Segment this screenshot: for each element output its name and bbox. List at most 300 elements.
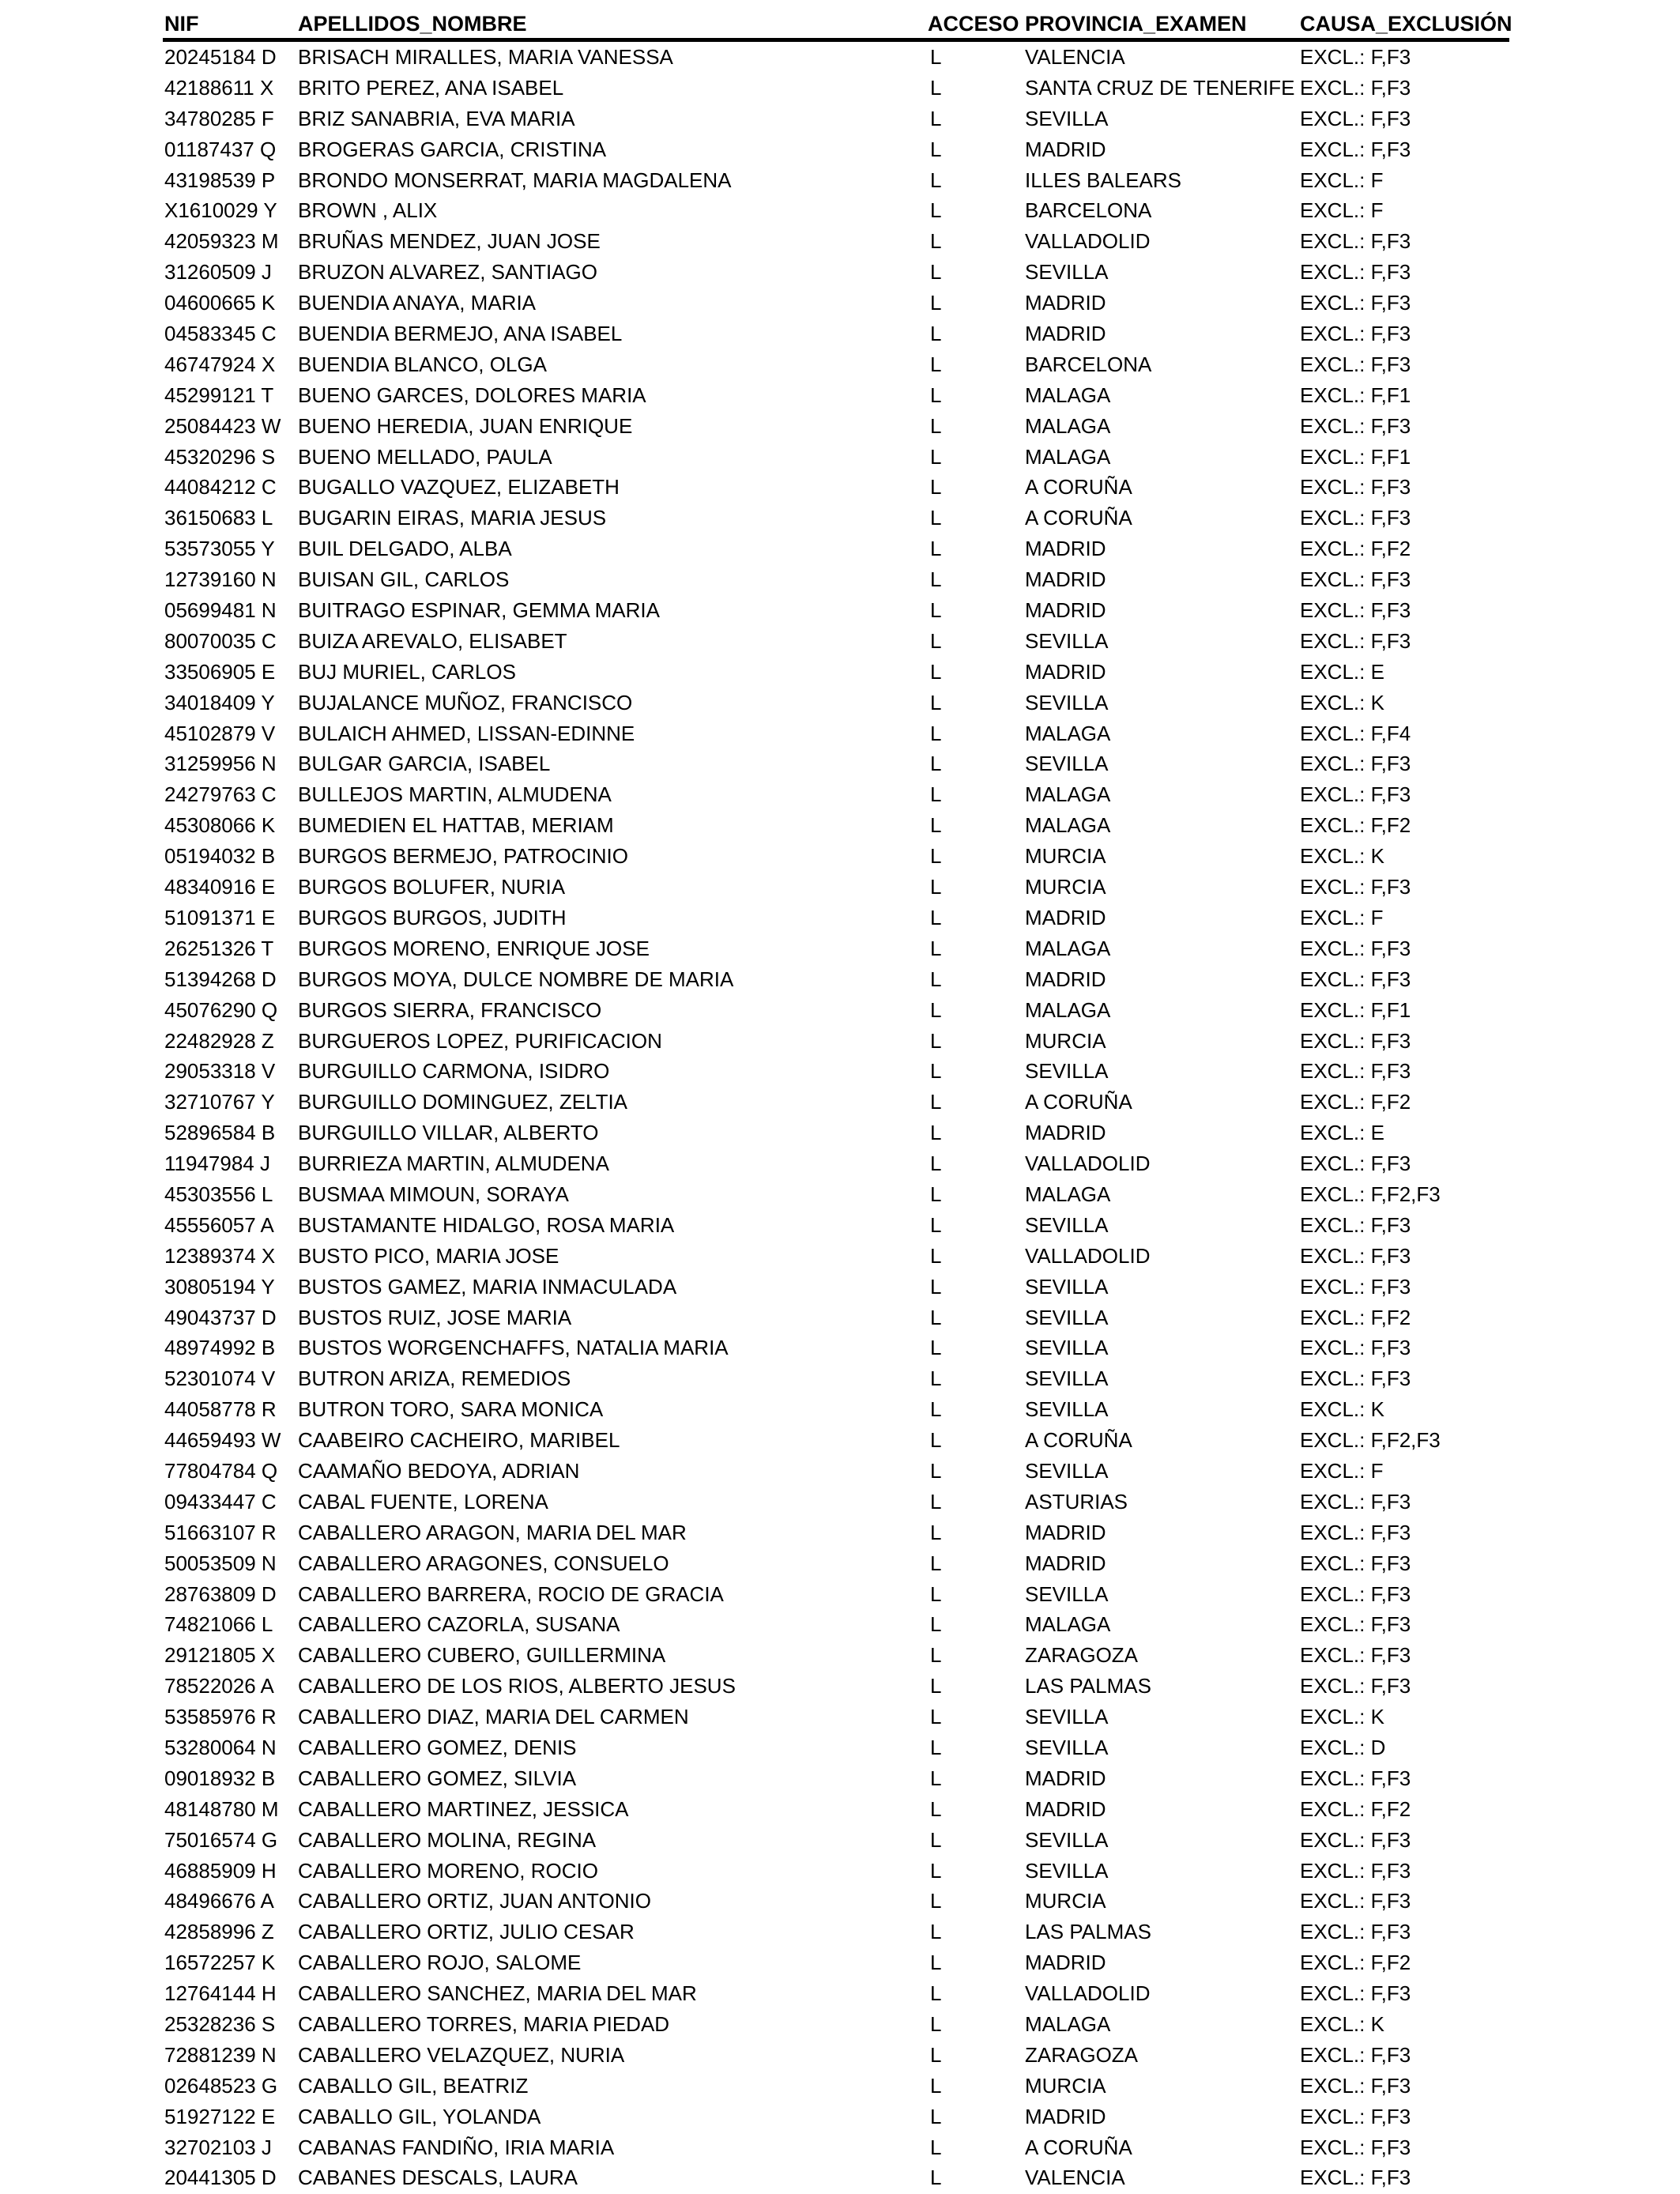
cell-acceso: L: [930, 383, 942, 407]
cell-causa-exclusion: EXCL.: F,F3: [1300, 75, 1411, 100]
cell-causa-exclusion: EXCL.: F,F3: [1300, 1766, 1411, 1790]
cell-provincia-examen: MALAGA: [1025, 813, 1111, 838]
cell-causa-exclusion: EXCL.: F,F3: [1300, 1274, 1411, 1299]
cell-provincia-examen: VALENCIA: [1025, 2166, 1125, 2190]
cell-nif: 45076290 Q: [164, 997, 278, 1022]
cell-acceso: L: [930, 1674, 942, 1698]
table-row: [163, 718, 1509, 749]
cell-apellidos-nombre: BURGOS MORENO, ENRIQUE JOSE: [298, 936, 650, 960]
cell-apellidos-nombre: CABAL FUENTE, LORENA: [298, 1489, 548, 1514]
cell-acceso: L: [930, 2104, 942, 2128]
cell-provincia-examen: MADRID: [1025, 1951, 1106, 1975]
table-row: [163, 1394, 1509, 1425]
cell-provincia-examen: MURCIA: [1025, 2073, 1106, 2098]
cell-nif: 46747924 X: [164, 352, 276, 376]
cell-provincia-examen: ZARAGOZA: [1025, 2042, 1139, 2067]
cell-acceso: L: [930, 1121, 942, 1145]
cell-apellidos-nombre: BUSTOS WORGENCHAFFS, NATALIA MARIA: [298, 1336, 729, 1360]
cell-apellidos-nombre: CABALLERO ORTIZ, JUAN ANTONIO: [298, 1889, 651, 1913]
cell-acceso: L: [930, 782, 942, 807]
cell-nif: 50053509 N: [164, 1551, 277, 1575]
cell-apellidos-nombre: BURRIEZA MARTIN, ALMUDENA: [298, 1152, 609, 1176]
table-row: [163, 964, 1509, 995]
header-causa-exclusion: CAUSA_EXCLUSIÓN: [1300, 12, 1512, 36]
cell-causa-exclusion: EXCL.: F: [1300, 905, 1384, 929]
cell-apellidos-nombre: BUENO GARCES, DOLORES MARIA: [298, 383, 646, 407]
header-apellidos-nombre: APELLIDOS_NOMBRE: [298, 12, 527, 36]
cell-causa-exclusion: EXCL.: F,F3: [1300, 1336, 1411, 1360]
table-row: [163, 872, 1509, 903]
cell-nif: 20441305 D: [164, 2166, 277, 2190]
cell-nif: 12389374 X: [164, 1243, 276, 1268]
table-header: [163, 8, 1512, 42]
cell-causa-exclusion: EXCL.: F,F3: [1300, 628, 1411, 653]
table-row: [163, 1732, 1509, 1763]
cell-provincia-examen: MALAGA: [1025, 383, 1111, 407]
table-row: [163, 1333, 1509, 1363]
cell-acceso: L: [930, 1274, 942, 1299]
cell-provincia-examen: ZARAGOZA: [1025, 1643, 1139, 1668]
cell-causa-exclusion: EXCL.: F,F3: [1300, 2135, 1411, 2159]
cell-apellidos-nombre: BUMEDIEN EL HATTAB, MERIAM: [298, 813, 614, 838]
cell-provincia-examen: MALAGA: [1025, 2012, 1111, 2036]
table-row: [163, 349, 1509, 380]
cell-acceso: L: [930, 1152, 942, 1176]
cell-acceso: L: [930, 1489, 942, 1514]
table-row: [163, 42, 1509, 73]
cell-apellidos-nombre: BUSMAA MIMOUN, SORAYA: [298, 1182, 569, 1206]
cell-causa-exclusion: EXCL.: F,F3: [1300, 1212, 1411, 1237]
cell-acceso: L: [930, 659, 942, 684]
cell-apellidos-nombre: CABALLERO ARAGON, MARIA DEL MAR: [298, 1520, 687, 1544]
cell-provincia-examen: ASTURIAS: [1025, 1489, 1128, 1514]
cell-apellidos-nombre: CABALLERO TORRES, MARIA PIEDAD: [298, 2012, 670, 2036]
cell-acceso: L: [930, 844, 942, 869]
cell-nif: 48148780 M: [164, 1796, 279, 1821]
cell-causa-exclusion: EXCL.: F,F1: [1300, 383, 1411, 407]
cell-acceso: L: [930, 1182, 942, 1206]
cell-acceso: L: [930, 1212, 942, 1237]
cell-acceso: L: [930, 905, 942, 929]
cell-apellidos-nombre: BUSTOS GAMEZ, MARIA INMACULADA: [298, 1274, 677, 1299]
table-row: [163, 503, 1509, 533]
cell-acceso: L: [930, 2166, 942, 2190]
table-row: [163, 564, 1509, 595]
cell-causa-exclusion: EXCL.: F,F3: [1300, 1367, 1411, 1391]
cell-apellidos-nombre: BURGUILLO VILLAR, ALBERTO: [298, 1121, 599, 1145]
cell-nif: 80070035 C: [164, 628, 277, 653]
table-row: [163, 226, 1509, 257]
cell-causa-exclusion: EXCL.: K: [1300, 2012, 1384, 2036]
cell-apellidos-nombre: BURGOS MOYA, DULCE NOMBRE DE MARIA: [298, 967, 734, 991]
table-row: [163, 411, 1509, 442]
header-acceso: ACCESO: [928, 12, 1019, 36]
cell-acceso: L: [930, 721, 942, 745]
cell-provincia-examen: SEVILLA: [1025, 690, 1109, 714]
cell-nif: 09433447 C: [164, 1489, 277, 1514]
cell-provincia-examen: SEVILLA: [1025, 1705, 1109, 1729]
cell-nif: 29053318 V: [164, 1059, 276, 1084]
cell-nif: 52896584 B: [164, 1121, 276, 1145]
cell-nif: 78522026 A: [164, 1674, 274, 1698]
table-row: [163, 1947, 1509, 1978]
cell-provincia-examen: MADRID: [1025, 598, 1106, 623]
table-row: [163, 1579, 1509, 1610]
cell-provincia-examen: LAS PALMAS: [1025, 1920, 1151, 1944]
cell-nif: 36150683 L: [164, 506, 273, 530]
cell-provincia-examen: SEVILLA: [1025, 1336, 1109, 1360]
cell-causa-exclusion: EXCL.: F,F3: [1300, 1152, 1411, 1176]
cell-nif: 48974992 B: [164, 1336, 276, 1360]
cell-causa-exclusion: EXCL.: F,F3: [1300, 936, 1411, 960]
cell-nif: 32710767 Y: [164, 1090, 275, 1114]
cell-acceso: L: [930, 1059, 942, 1084]
cell-causa-exclusion: EXCL.: F: [1300, 168, 1384, 192]
cell-nif: 16572257 K: [164, 1951, 276, 1975]
cell-provincia-examen: A CORUÑA: [1025, 2135, 1132, 2159]
cell-causa-exclusion: EXCL.: F,F3: [1300, 1981, 1411, 2006]
cell-nif: 46885909 H: [164, 1858, 277, 1883]
table-row: [163, 595, 1509, 626]
cell-provincia-examen: SANTA CRUZ DE TENERIFE: [1025, 75, 1295, 100]
cell-acceso: L: [930, 506, 942, 530]
cell-provincia-examen: LAS PALMAS: [1025, 1674, 1151, 1698]
cell-provincia-examen: A CORUÑA: [1025, 1428, 1132, 1453]
table-row: [163, 2102, 1509, 2132]
cell-acceso: L: [930, 875, 942, 899]
cell-nif: 30805194 Y: [164, 1274, 275, 1299]
table-row: [163, 779, 1509, 810]
cell-causa-exclusion: EXCL.: F,F3: [1300, 1243, 1411, 1268]
cell-acceso: L: [930, 752, 942, 776]
cell-causa-exclusion: EXCL.: F,F3: [1300, 2042, 1411, 2067]
table-row: [163, 1148, 1509, 1179]
cell-acceso: L: [930, 1305, 942, 1329]
cell-causa-exclusion: EXCL.: F,F3: [1300, 2104, 1411, 2128]
cell-provincia-examen: MALAGA: [1025, 936, 1111, 960]
cell-causa-exclusion: EXCL.: F,F1: [1300, 997, 1411, 1022]
cell-provincia-examen: MADRID: [1025, 322, 1106, 346]
cell-nif: X1610029 Y: [164, 198, 277, 223]
cell-acceso: L: [930, 1766, 942, 1790]
cell-provincia-examen: MALAGA: [1025, 721, 1111, 745]
table-row: [163, 1241, 1509, 1272]
cell-causa-exclusion: EXCL.: F,F3: [1300, 875, 1411, 899]
cell-acceso: L: [930, 1705, 942, 1729]
table-row: [163, 995, 1509, 1026]
cell-acceso: L: [930, 1981, 942, 2006]
cell-provincia-examen: SEVILLA: [1025, 1458, 1109, 1483]
cell-apellidos-nombre: BRITO PEREZ, ANA ISABEL: [298, 75, 564, 100]
cell-apellidos-nombre: CABALLERO MORENO, ROCIO: [298, 1858, 598, 1883]
cell-provincia-examen: MURCIA: [1025, 1889, 1106, 1913]
header-nif: NIF: [164, 12, 199, 36]
table-row: [163, 903, 1509, 933]
cell-provincia-examen: SEVILLA: [1025, 628, 1109, 653]
cell-causa-exclusion: EXCL.: K: [1300, 1705, 1384, 1729]
cell-acceso: L: [930, 475, 942, 499]
cell-nif: 34018409 Y: [164, 690, 275, 714]
cell-nif: 49043737 D: [164, 1305, 277, 1329]
cell-acceso: L: [930, 1367, 942, 1391]
cell-provincia-examen: VALENCIA: [1025, 45, 1125, 69]
table-row: [163, 73, 1509, 104]
cell-causa-exclusion: EXCL.: D: [1300, 1735, 1386, 1759]
cell-nif: 45299121 T: [164, 383, 274, 407]
cell-provincia-examen: MADRID: [1025, 567, 1106, 592]
cell-apellidos-nombre: BUSTAMANTE HIDALGO, ROSA MARIA: [298, 1212, 675, 1237]
cell-acceso: L: [930, 2012, 942, 2036]
cell-provincia-examen: SEVILLA: [1025, 1827, 1109, 1852]
cell-acceso: L: [930, 291, 942, 315]
cell-apellidos-nombre: BUJ MURIEL, CARLOS: [298, 659, 516, 684]
cell-nif: 45556057 A: [164, 1212, 274, 1237]
cell-acceso: L: [930, 1858, 942, 1883]
cell-provincia-examen: VALLADOLID: [1025, 229, 1151, 254]
cell-nif: 43198539 P: [164, 168, 276, 192]
cell-causa-exclusion: EXCL.: F,F3: [1300, 1612, 1411, 1637]
cell-acceso: L: [930, 598, 942, 623]
cell-provincia-examen: SEVILLA: [1025, 1059, 1109, 1084]
cell-causa-exclusion: EXCL.: F,F3: [1300, 106, 1411, 130]
cell-causa-exclusion: EXCL.: F,F2: [1300, 1090, 1411, 1114]
table-row: [163, 1825, 1509, 1856]
cell-apellidos-nombre: BUTRON ARIZA, REMEDIOS: [298, 1367, 571, 1391]
cell-provincia-examen: SEVILLA: [1025, 1397, 1109, 1422]
cell-nif: 48340916 E: [164, 875, 276, 899]
cell-provincia-examen: MALAGA: [1025, 1612, 1111, 1637]
cell-apellidos-nombre: BURGOS BERMEJO, PATROCINIO: [298, 844, 628, 869]
cell-causa-exclusion: EXCL.: F,F3: [1300, 1059, 1411, 1084]
cell-nif: 04583345 C: [164, 322, 277, 346]
cell-causa-exclusion: EXCL.: F,F2: [1300, 1951, 1411, 1975]
cell-apellidos-nombre: BULGAR GARCIA, ISABEL: [298, 752, 551, 776]
cell-nif: 44084212 C: [164, 475, 277, 499]
cell-causa-exclusion: EXCL.: F,F3: [1300, 45, 1411, 69]
cell-acceso: L: [930, 1735, 942, 1759]
cell-acceso: L: [930, 1920, 942, 1944]
cell-nif: 25084423 W: [164, 413, 281, 438]
cell-provincia-examen: MALAGA: [1025, 444, 1111, 469]
cell-acceso: L: [930, 537, 942, 561]
cell-causa-exclusion: EXCL.: F,F3: [1300, 352, 1411, 376]
cell-apellidos-nombre: CABALLERO GOMEZ, DENIS: [298, 1735, 577, 1759]
cell-acceso: L: [930, 967, 942, 991]
table-row: [163, 2009, 1509, 2040]
table-row: [163, 933, 1509, 964]
table-row: [163, 2071, 1509, 2102]
table-row: [163, 1548, 1509, 1579]
cell-apellidos-nombre: BUIL DELGADO, ALBA: [298, 537, 512, 561]
cell-causa-exclusion: EXCL.: F,F3: [1300, 137, 1411, 161]
cell-apellidos-nombre: BUGARIN EIRAS, MARIA JESUS: [298, 506, 607, 530]
cell-provincia-examen: MADRID: [1025, 2104, 1106, 2128]
table-row: [163, 1363, 1509, 1394]
table-row: [163, 1456, 1509, 1487]
cell-acceso: L: [930, 444, 942, 469]
table-row: [163, 1179, 1509, 1210]
cell-causa-exclusion: EXCL.: K: [1300, 1397, 1384, 1422]
cell-nif: 53585976 R: [164, 1705, 277, 1729]
cell-acceso: L: [930, 45, 942, 69]
cell-acceso: L: [930, 75, 942, 100]
cell-causa-exclusion: EXCL.: F,F3: [1300, 475, 1411, 499]
cell-acceso: L: [930, 1643, 942, 1668]
cell-nif: 51394268 D: [164, 967, 277, 991]
table-row: [163, 688, 1509, 718]
cell-apellidos-nombre: BUSTO PICO, MARIA JOSE: [298, 1243, 559, 1268]
cell-nif: 72881239 N: [164, 2042, 277, 2067]
cell-provincia-examen: MADRID: [1025, 1520, 1106, 1544]
table-row: [163, 165, 1509, 196]
cell-nif: 09018932 B: [164, 1766, 276, 1790]
cell-acceso: L: [930, 1581, 942, 1606]
table-row: [163, 288, 1509, 319]
cell-provincia-examen: BARCELONA: [1025, 352, 1152, 376]
cell-acceso: L: [930, 1336, 942, 1360]
cell-causa-exclusion: EXCL.: F,F2: [1300, 1796, 1411, 1821]
cell-provincia-examen: SEVILLA: [1025, 1581, 1109, 1606]
cell-nif: 44058778 R: [164, 1397, 277, 1422]
cell-causa-exclusion: EXCL.: F,F3: [1300, 1858, 1411, 1883]
table-row: [163, 1425, 1509, 1456]
table-row: [163, 380, 1509, 411]
cell-causa-exclusion: EXCL.: F,F3: [1300, 1489, 1411, 1514]
cell-apellidos-nombre: BUENDIA BERMEJO, ANA ISABEL: [298, 322, 623, 346]
cell-causa-exclusion: EXCL.: F,F3: [1300, 752, 1411, 776]
cell-provincia-examen: MALAGA: [1025, 782, 1111, 807]
table-row: [163, 1272, 1509, 1302]
cell-nif: 31259956 N: [164, 752, 277, 776]
cell-nif: 51927122 E: [164, 2104, 276, 2128]
cell-apellidos-nombre: BUTRON TORO, SARA MONICA: [298, 1397, 604, 1422]
cell-nif: 11947984 J: [164, 1152, 270, 1176]
cell-causa-exclusion: EXCL.: F,F3: [1300, 1520, 1411, 1544]
cell-causa-exclusion: EXCL.: F,F3: [1300, 1551, 1411, 1575]
cell-apellidos-nombre: BUJALANCE MUÑOZ, FRANCISCO: [298, 690, 633, 714]
cell-acceso: L: [930, 352, 942, 376]
cell-nif: 29121805 X: [164, 1643, 276, 1668]
cell-apellidos-nombre: CABALLERO ARAGONES, CONSUELO: [298, 1551, 669, 1575]
cell-apellidos-nombre: CABALLERO BARRERA, ROCIO DE GRACIA: [298, 1581, 724, 1606]
table-row: [163, 1517, 1509, 1548]
cell-acceso: L: [930, 260, 942, 285]
table-row: [163, 1763, 1509, 1794]
table-row: [163, 1210, 1509, 1241]
cell-nif: 48496676 A: [164, 1889, 274, 1913]
cell-nif: 34780285 F: [164, 106, 274, 130]
cell-causa-exclusion: EXCL.: K: [1300, 690, 1384, 714]
cell-apellidos-nombre: CABALLERO GOMEZ, SILVIA: [298, 1766, 577, 1790]
cell-nif: 42188611 X: [164, 75, 274, 100]
cell-provincia-examen: A CORUÑA: [1025, 506, 1132, 530]
cell-nif: 28763809 D: [164, 1581, 277, 1606]
cell-provincia-examen: MADRID: [1025, 1121, 1106, 1145]
cell-apellidos-nombre: BULAICH AHMED, LISSAN-EDINNE: [298, 721, 635, 745]
table-row: [163, 1487, 1509, 1517]
table-row: [163, 1056, 1509, 1087]
cell-provincia-examen: SEVILLA: [1025, 1858, 1109, 1883]
cell-causa-exclusion: EXCL.: F,F2: [1300, 813, 1411, 838]
table-row: [163, 1856, 1509, 1887]
cell-provincia-examen: MADRID: [1025, 291, 1106, 315]
cell-acceso: L: [930, 1796, 942, 1821]
cell-apellidos-nombre: CABALLO GIL, YOLANDA: [298, 2104, 541, 2128]
cell-apellidos-nombre: CABANAS FANDIÑO, IRIA MARIA: [298, 2135, 615, 2159]
cell-apellidos-nombre: BRUZON ALVAREZ, SANTIAGO: [298, 260, 597, 285]
cell-apellidos-nombre: CABALLERO ORTIZ, JULIO CESAR: [298, 1920, 635, 1944]
cell-acceso: L: [930, 997, 942, 1022]
cell-nif: 51663107 R: [164, 1520, 277, 1544]
cell-acceso: L: [930, 2135, 942, 2159]
cell-acceso: L: [930, 1458, 942, 1483]
table-row: [163, 748, 1509, 779]
cell-provincia-examen: MALAGA: [1025, 413, 1111, 438]
cell-causa-exclusion: EXCL.: F,F3: [1300, 260, 1411, 285]
cell-acceso: L: [930, 567, 942, 592]
cell-causa-exclusion: EXCL.: F,F3: [1300, 1643, 1411, 1668]
cell-causa-exclusion: EXCL.: F,F3: [1300, 1920, 1411, 1944]
table-row: [163, 472, 1509, 503]
cell-apellidos-nombre: CABALLERO MOLINA, REGINA: [298, 1827, 597, 1852]
cell-apellidos-nombre: CABALLERO MARTINEZ, JESSICA: [298, 1796, 629, 1821]
cell-apellidos-nombre: BURGUILLO DOMINGUEZ, ZELTIA: [298, 1090, 628, 1114]
cell-causa-exclusion: EXCL.: F,F3: [1300, 1028, 1411, 1053]
cell-provincia-examen: SEVILLA: [1025, 260, 1109, 285]
cell-apellidos-nombre: CABALLERO ROJO, SALOME: [298, 1951, 582, 1975]
cell-causa-exclusion: EXCL.: K: [1300, 844, 1384, 869]
cell-provincia-examen: MADRID: [1025, 905, 1106, 929]
cell-acceso: L: [930, 1520, 942, 1544]
cell-causa-exclusion: EXCL.: F,F3: [1300, 291, 1411, 315]
cell-acceso: L: [930, 1889, 942, 1913]
cell-acceso: L: [930, 2042, 942, 2067]
cell-nif: 20245184 D: [164, 45, 277, 69]
cell-provincia-examen: MADRID: [1025, 537, 1106, 561]
cell-causa-exclusion: EXCL.: F,F3: [1300, 1827, 1411, 1852]
cell-nif: 77804784 Q: [164, 1458, 278, 1483]
table-row: [163, 104, 1509, 134]
table-row: [163, 257, 1509, 288]
cell-apellidos-nombre: CABALLERO DIAZ, MARIA DEL CARMEN: [298, 1705, 689, 1729]
cell-causa-exclusion: EXCL.: F,F2,F3: [1300, 1182, 1441, 1206]
cell-causa-exclusion: EXCL.: E: [1300, 659, 1384, 684]
cell-causa-exclusion: EXCL.: F,F3: [1300, 413, 1411, 438]
table-row: [163, 1302, 1509, 1333]
cell-nif: 53280064 N: [164, 1735, 277, 1759]
cell-nif: 32702103 J: [164, 2135, 272, 2159]
cell-causa-exclusion: EXCL.: F,F3: [1300, 598, 1411, 623]
cell-causa-exclusion: EXCL.: F,F3: [1300, 782, 1411, 807]
cell-apellidos-nombre: BUITRAGO ESPINAR, GEMMA MARIA: [298, 598, 660, 623]
cell-acceso: L: [930, 1612, 942, 1637]
cell-apellidos-nombre: BRUÑAS MENDEZ, JUAN JOSE: [298, 229, 601, 254]
table-row: [163, 2132, 1509, 2163]
cell-nif: 12739160 N: [164, 567, 277, 592]
cell-causa-exclusion: EXCL.: F,F4: [1300, 721, 1411, 745]
cell-causa-exclusion: EXCL.: F,F3: [1300, 1889, 1411, 1913]
cell-apellidos-nombre: BUGALLO VAZQUEZ, ELIZABETH: [298, 475, 620, 499]
cell-acceso: L: [930, 1428, 942, 1453]
cell-nif: 25328236 S: [164, 2012, 276, 2036]
table-row: [163, 810, 1509, 841]
cell-nif: 45303556 L: [164, 1182, 273, 1206]
cell-provincia-examen: MADRID: [1025, 137, 1106, 161]
table-row: [163, 319, 1509, 349]
cell-causa-exclusion: EXCL.: F,F2,F3: [1300, 1428, 1441, 1453]
table-row: [163, 1026, 1509, 1057]
table-body: [163, 42, 1509, 2193]
